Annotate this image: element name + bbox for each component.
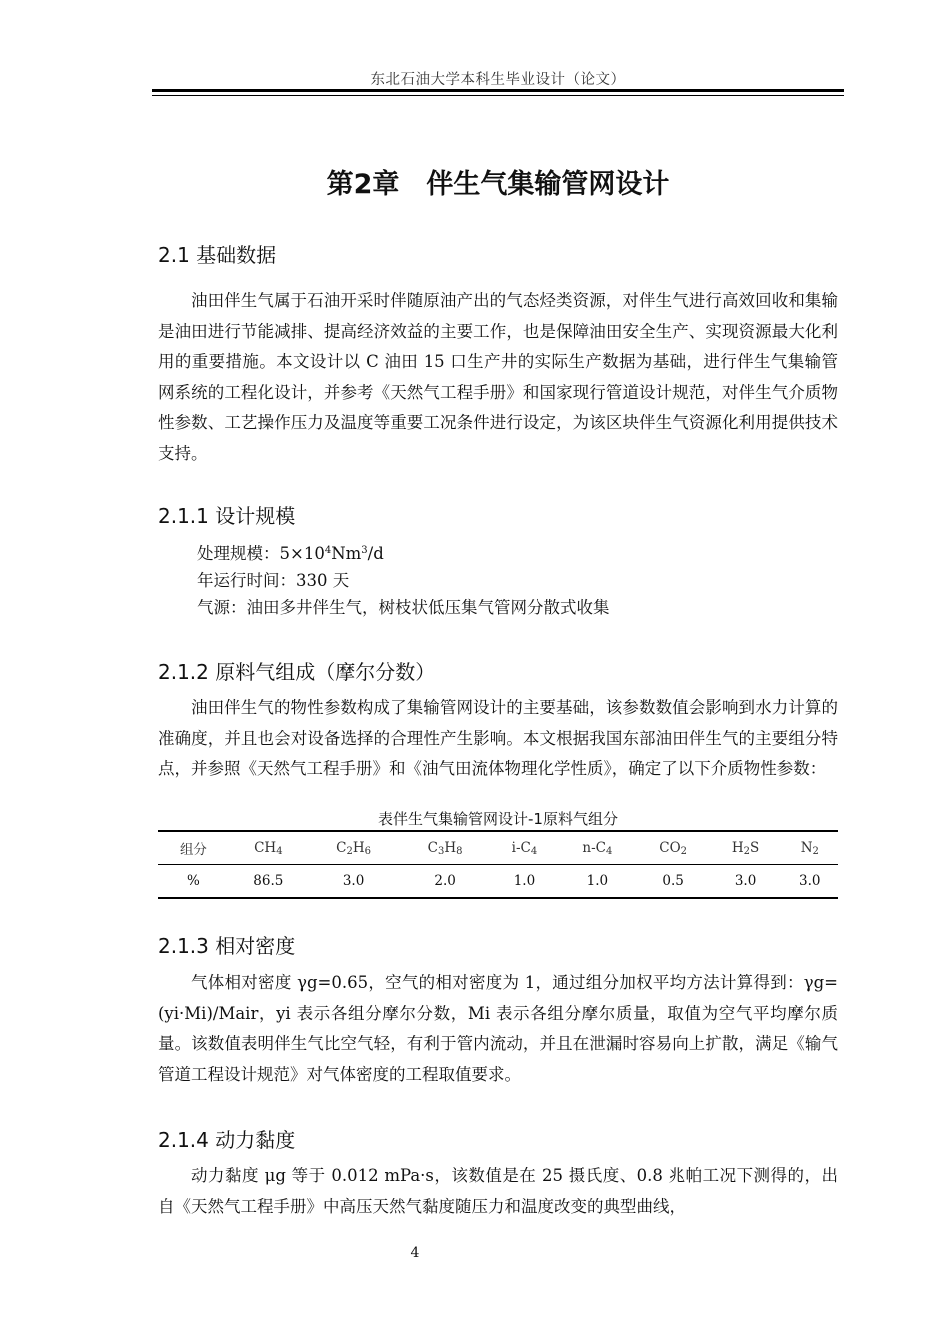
section-heading-2-1-1: 2.1.1 设计规模 (158, 504, 296, 528)
section-heading-2-1-2: 2.1.2 原料气组成（摩尔分数） (158, 660, 436, 684)
composition-table (158, 830, 838, 899)
table-cell: % (187, 873, 200, 889)
header-cell-nc4: $n-C_4$ (582, 839, 613, 857)
capacity-prefix: 处理规模：5×10 (197, 544, 325, 563)
header-cell-c2h6: $C_2H_6$ (336, 839, 371, 857)
capacity-unit: Nm (331, 544, 362, 563)
section-2-1-2-paragraph: 油田伴生气的物性参数构成了集输管网设计的主要基础，该参数数值会影响到水力计算的准确度，并且也会对设备选择的合理性产生影响。本文根据我国东部油田伴生气的主要组分特点，并参照《天然气工程手册》和《油气田流体物理化学性质》，确定了以下介质物性参数： (158, 698, 838, 778)
header-rule-thin (152, 95, 844, 96)
header-cell-h2s: $H_2S$ (731, 839, 760, 857)
capacity-exponent-2: 3 (361, 545, 368, 556)
page-number: 4 (410, 1245, 420, 1261)
table-cell: 1.0 (513, 873, 536, 889)
table-cell: 3.0 (799, 873, 821, 889)
spec-capacity (197, 543, 384, 565)
header-rule-thick (152, 89, 844, 92)
table-cell: 86.5 (253, 873, 284, 889)
section-2-1-3-paragraph: 气体相对密度 γg=0.65，空气的相对密度为 1，通过组分加权平均方法计算得到：γg=(yi·Mi)/Mair，yi 表示各组分摩尔分数，Mi 表示各组分摩尔质量，取值为空气平均摩尔质量。该数值表明伴生气比空气轻，有利于管内流动，并且在泄漏时容易向上扩散，满足《输气管道工程设计规范》对气体密度的工程取值要求。 (158, 973, 838, 1084)
section-heading-2-1-4: 2.1.4 动力黏度 (158, 1128, 296, 1152)
table-cell: 3.0 (342, 873, 365, 889)
capacity-exponent-1: 4 (324, 545, 332, 556)
section-heading-2-1-3: 2.1.3 相对密度 (158, 934, 296, 958)
section-heading-2-1: 2.1 基础数据 (158, 243, 277, 267)
table-cell: 1.0 (586, 873, 609, 889)
capacity-suffix: /d (367, 544, 384, 563)
header-cell-co2: $CO_2$ (659, 839, 688, 857)
header-cell-n2: $N_2$ (800, 839, 819, 857)
section-2-1-paragraph: 油田伴生气属于石油开采时伴随原油产出的气态烃类资源，对伴生气进行高效回收和集输是油田进行节能减排、提高经济效益的主要工作，也是保障油田安全生产、实现资源最大化利用的重要措施。本文设计以 C 油田 15 口生产井的实际生产数据为基础，进行伴生气集输管网系统的工程化设计，并参考《天然气工程手册》和国家现行管道设计规范，对伴生气介质物性参数、工艺操作压力及温度等重要工况条件进行设定，为该区块伴生气资源化利用提供技术支持。 (158, 291, 838, 463)
table-cell: 0.5 (662, 873, 684, 889)
header-cell-ch4: $CH_4$ (254, 839, 283, 857)
header-cell-component: 组分 (179, 842, 207, 858)
table-header-row (158, 831, 838, 865)
running-header: 东北石油大学本科生毕业设计（论文） (370, 72, 626, 88)
table-cell: 3.0 (734, 873, 757, 889)
spec-runtime: 年运行时间：330 天 (197, 571, 350, 590)
chapter-title: 第2章 伴生气集输管网设计 (326, 169, 670, 200)
table-row (158, 865, 838, 899)
table-caption: 表伴生气集输管网设计-1原料气组分 (378, 810, 618, 828)
table-cell: 2.0 (434, 873, 456, 889)
header-cell-c3h8: $C_3H_8$ (427, 839, 463, 857)
section-2-1-4-paragraph: 动力黏度 μg 等于 0.012 mPa·s，该数值是在 25 摄氏度、0.8 兆帕工况下测得的，出自《天然气工程手册》中高压天然气黏度随压力和温度改变的典型曲线， (158, 1166, 838, 1216)
header-cell-ic4: $i-C_4$ (511, 839, 538, 857)
spec-gas-source: 气源：油田多井伴生气，树枝状低压集气管网分散式收集 (197, 598, 610, 617)
